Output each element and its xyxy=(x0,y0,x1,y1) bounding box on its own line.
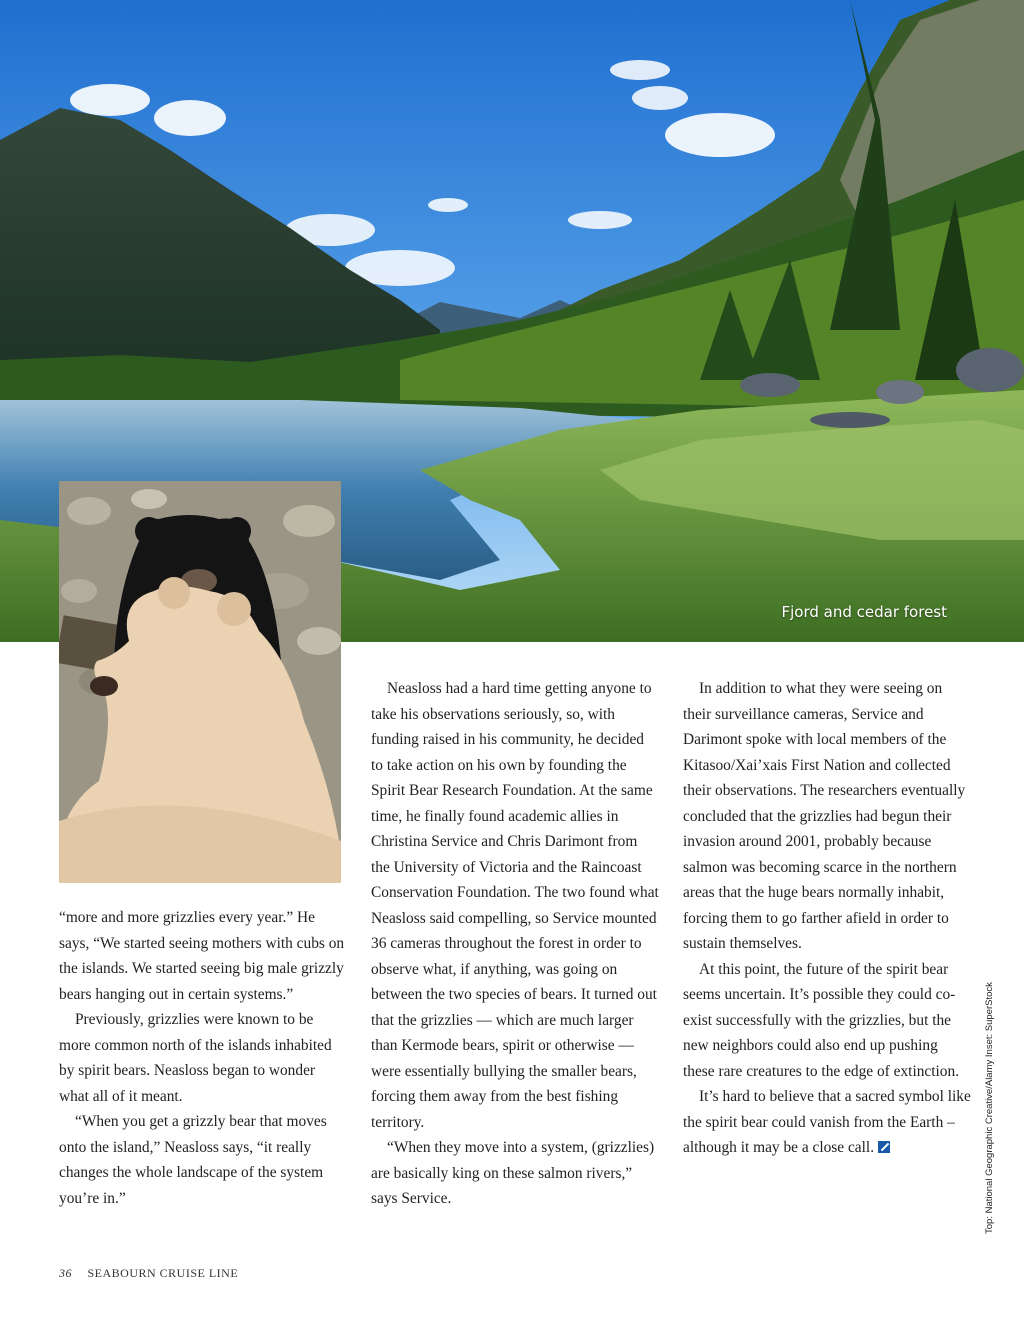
page-number: 36 xyxy=(59,1266,72,1280)
paragraph: “more and more grizzlies every year.” He says, “We started seeing mothers with cubs on the islands. We started seeing big male grizzly bears hanging out in certain systems.” xyxy=(59,909,345,1003)
publication-name: SEABOURN CRUISE LINE xyxy=(87,1266,239,1280)
spirit-bear-image xyxy=(59,481,341,883)
photo-credit: Top: National Geographic Creative/Alamy Inset: SuperStock xyxy=(984,982,995,1234)
article-column-middle xyxy=(371,676,659,1212)
paragraph: At this point, the future of the spirit bear seems uncertain. It’s possible they could co-exist successfully with the grizzlies, but the new neighbors could also end up pushing these rare creatures to the edge of extinction. xyxy=(683,960,960,1080)
paragraph: “When you get a grizzly bear that moves onto the island,” Neasloss says, “it really changes the whole landscape of the system you’re in.” xyxy=(59,1113,327,1207)
paragraph-text: It’s hard to believe that a sacred symbol like the spirit bear could vanish from the Earth – although it may be a close call. xyxy=(683,1088,971,1156)
end-mark-icon xyxy=(878,1141,890,1153)
paragraph: “When they move into a system, (grizzlies) are basically king on these salmon rivers,” says Service. xyxy=(371,1139,655,1207)
article-column-right xyxy=(683,676,971,1161)
paragraph-final xyxy=(683,1084,971,1161)
hero-caption: Fjord and cedar forest xyxy=(781,603,947,621)
paragraph: Neasloss had a hard time getting anyone to take his observations seriously, so, with funding raised in his community, he decided to take action on his own by founding the Spirit Bear Research Foundation. At the same time, he finally found academic allies in Christina Service and Chris Darimont from the University of Victoria and the Raincoast Conservation Foundation. The two found what Neasloss said compelling, so Service mounted 36 cameras throughout the forest in order to observe what, if anything, was going on between the two species of bears. It turned out that the grizzlies — which are much larger than Kermode bears, spirit or otherwise — were essentially bullying the smaller bears, forcing them away from the best fishing territory. xyxy=(371,680,659,1131)
article-column-left xyxy=(59,905,345,1211)
paragraph: In addition to what they were seeing on their surveillance cameras, Service and Darimont spoke with local members of the Kitasoo/Xai’xais First Nation and collected their observations. The researchers eventually concluded that the grizzlies had begun their invasion around 2001, probably because salmon was becoming scarce in the northern areas that the huge bears normally inhabit, forcing them to go farther afield in order to sustain themselves. xyxy=(683,680,966,952)
page-footer xyxy=(59,1266,238,1281)
inset-bear-photo xyxy=(59,481,341,883)
paragraph: Previously, grizzlies were known to be more common north of the islands inhabited by spirit bears. Neasloss began to wonder what all of it meant. xyxy=(59,1011,332,1105)
